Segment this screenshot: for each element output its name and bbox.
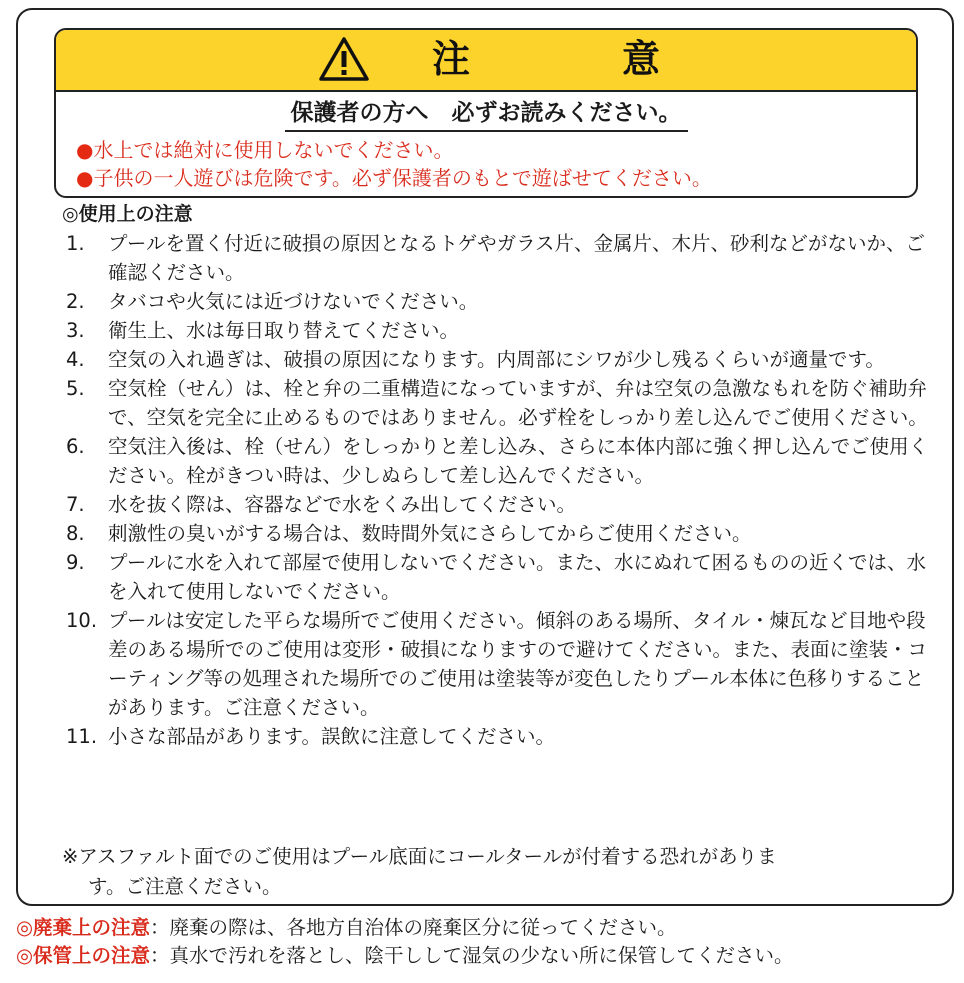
disposal-note [16, 914, 677, 942]
caution-title-right: 意 [622, 37, 661, 81]
usage-items-list [62, 229, 932, 751]
caution-line-1: ●水上では絶対に使用しないでください。 [76, 138, 454, 162]
caution-line-2: ●子供の一人遊びは危険です。必ず保護者のもとで遊ばせてください。 [76, 166, 712, 190]
list-item: 5. 空気栓（せん）は、栓と弁の二重構造になっていますが、弁は空気の急激なもれを防ぐ補助弁で、空気を完全に止めるものではありません。必ず栓をしっかり差し込んでご使用ください。 [66, 377, 928, 429]
asphalt-note-line-2: す。ご注意ください。 [88, 875, 282, 898]
caution-header [56, 30, 916, 92]
list-item: 11. 小さな部品があります。誤飲に注意してください。 [66, 725, 555, 748]
caution-subtitle [56, 98, 916, 132]
list-item: 8. 刺激性の臭いがする場合は、数時間外気にさらしてからご使用ください。 [66, 522, 752, 545]
usage-section-title: ◎使用上の注意 [62, 203, 193, 225]
asphalt-note-line-1: ※アスファルト面でのご使用はプール底面にコールタールが付着する恐れがありま [62, 845, 777, 868]
disposal-text: ：廃棄の際は、各地方自治体の廃棄区分に従ってください。 [150, 916, 677, 939]
bullet-dot-icon: ● [76, 138, 94, 162]
list-item: 4. 空気の入れ過ぎは、破損の原因になります。内周部にシワが少し残るくらいが適量です。 [66, 348, 885, 371]
caution-title-left: 注 [432, 37, 471, 81]
asphalt-note [62, 842, 922, 902]
list-item: 1. プールを置く付近に破損の原因となるトゲやガラス片、金属片、木片、砂利などがないか、ご確認ください。 [66, 232, 926, 284]
list-item: 7. 水を抜く際は、容器などで水をくみ出してください。 [66, 493, 577, 516]
list-item: 3. 衛生上、水は毎日取り替えてください。 [66, 319, 460, 342]
storage-note [16, 942, 794, 970]
disposal-label: ◎廃棄上の注意 [16, 916, 151, 939]
usage-notice-frame [16, 8, 954, 906]
warning-triangle-icon [318, 36, 370, 82]
caution-box [54, 28, 918, 198]
list-item: 9. プールに水を入れて部屋で使用しないでください。また、水にぬれて困るものの近くでは、水を入れて使用しないでください。 [66, 551, 927, 603]
bullet-dot-icon: ● [76, 166, 94, 190]
storage-text: ：真水で汚れを落とし、陰干しして湿気の少ない所に保管してください。 [150, 944, 794, 967]
list-item: 10. プールは安定した平らな場所でご使用ください。傾斜のある場所、タイル・煉瓦など目地や段差のある場所でのご使用は変形・破損になりますので避けてください。また、表面に塗装・コーティング等の処理された場所でのご使用は塗装等が変色したりプール本体に色移りすることがあります。ご注意ください。 [66, 609, 928, 719]
list-item: 2. タバコや火気には近づけないでください。 [66, 290, 479, 313]
storage-label: ◎保管上の注意 [16, 944, 151, 967]
list-item: 6. 空気注入後は、栓（せん）をしっかりと差し込み、さらに本体内部に強く押し込んでご使用ください。栓がきつい時は、少しぬらして差し込んでください。 [66, 435, 929, 487]
caution-subtitle-text: 保護者の方へ 必ずお読みください。 [285, 98, 688, 132]
